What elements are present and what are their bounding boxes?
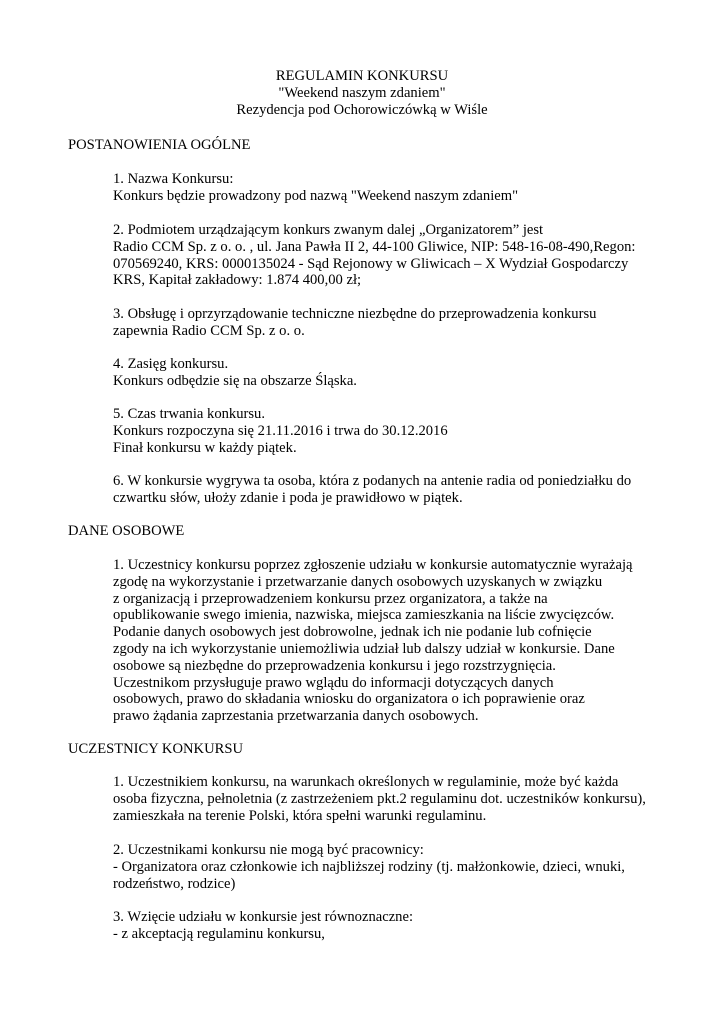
text-line: KRS, Kapitał zakładowy: 1.874 400,00 zł; [113,272,362,289]
text-line: zgodę na wykorzystanie i przetwarzanie danych osobowych uzyskanych w związku [113,573,603,590]
text-line: Konkurs odbędzie się na obszarze Śląska. [113,372,357,389]
paragraph-eligibility [113,774,673,824]
section-heading-general: POSTANOWIENIA OGÓLNE [68,137,251,153]
text-line: 6. W konkursie wygrywa ta osoba, która z podanych na antenie radia od poniedziałku do [113,473,632,489]
text-line: 5. Czas trwania konkursu. [113,406,265,422]
text-line: Podanie danych osobowych jest dobrowolne, jednak ich nie podanie lub cofnięcie [113,624,592,641]
paragraph-excluded-employees [113,842,673,892]
text-line: osoba fizyczna, pełnoletnia (z zastrzeżeniem pkt.2 regulaminu dot. uczestników konkursu), [113,790,646,807]
text-line: 3. Obsługę i oprzyrządowanie techniczne niezbędne do przeprowadzenia konkursu [113,306,597,322]
text-line: Konkurs rozpoczyna się 21.11.2016 i trwa do 30.12.2016 [113,422,448,439]
document-title: REGULAMIN KONKURSU [275,68,449,84]
text-line: 2. Uczestnikami konkursu nie mogą być pracownicy: [113,842,424,858]
contest-name: "Weekend naszym zdaniem" [278,84,446,101]
text-line: 1. Uczestnikiem konkursu, na warunkach określonych w regulaminie, może być każda [113,774,619,790]
text-line: osobowych, prawo do składania wniosku do organizatora o ich poprawienie oraz [113,691,585,708]
text-line: rodzeństwo, rodzice) [113,875,236,892]
text-line: 1. Uczestnicy konkursu poprzez zgłoszenie udziału w konkursie automatycznie wyrażają [113,557,633,573]
text-line: 3. Wzięcie udziału w konkursie jest równoznaczne: [113,909,414,925]
text-line: 1. Nazwa Konkursu: [113,171,234,187]
paragraph-range [113,356,673,390]
paragraph-participation-terms [113,909,673,943]
paragraph-organizer [113,222,673,289]
paragraph-technical-support [113,306,673,340]
paragraph-winner [113,473,673,507]
text-line: 4. Zasięg konkursu. [113,356,229,372]
text-line: 2. Podmiotem urządzającym konkurs zwanym dalej „Organizatorem” jest [113,222,544,238]
venue-name: Rezydencja pod Ochorowiczówką w Wiśle [236,101,488,118]
text-line: - Organizatora oraz członkowie ich najbliższej rodziny (tj. małżonkowie, dzieci, wnuki, [113,858,625,875]
text-line: z organizacją i przeprowadzeniem konkursu przez organizatora, a także na [113,590,548,607]
text-line: - z akceptacją regulaminu konkursu, [113,925,325,942]
paragraph-duration [113,406,673,456]
paragraph-data-consent [113,557,673,725]
text-line: zapewnia Radio CCM Sp. z o. o. [113,322,305,339]
text-line: Finał konkursu w każdy piątek. [113,439,297,456]
text-line: zgody na ich wykorzystanie uniemożliwia udział lub dalszy udział w konkursie. Dane [113,640,615,657]
section-heading-personal-data: DANE OSOBOWE [68,523,185,539]
section-heading-participants: UCZESTNICY KONKURSU [68,741,243,757]
text-line: osobowe są niezbędne do przeprowadzenia konkursu i jego rozstrzygnięcia. [113,657,556,674]
text-line: opublikowanie swego imienia, nazwiska, miejsca zamieszkania na liście zwycięzców. [113,607,615,624]
paragraph-contest-name [113,171,673,205]
text-line: czwartku słów, ułoży zdanie i poda je prawidłowo w piątek. [113,489,463,506]
text-line: Uczestnikom przysługuje prawo wglądu do informacji dotyczących danych [113,674,554,691]
text-line: 070569240, KRS: 0000135024 - Sąd Rejonowy w Gliwicach – X Wydział Gospodarczy [113,255,629,272]
text-line: Konkurs będzie prowadzony pod nazwą "Weekend naszym zdaniem" [113,187,519,204]
document-title-block [0,68,724,118]
text-line: zamieszkała na terenie Polski, która spełni warunki regulaminu. [113,807,487,824]
text-line: Radio CCM Sp. z o. o. , ul. Jana Pawła II 2, 44-100 Gliwice, NIP: 548-16-08-490,Regon: [113,238,636,255]
text-line: prawo żądania zaprzestania przetwarzania danych osobowych. [113,708,479,725]
